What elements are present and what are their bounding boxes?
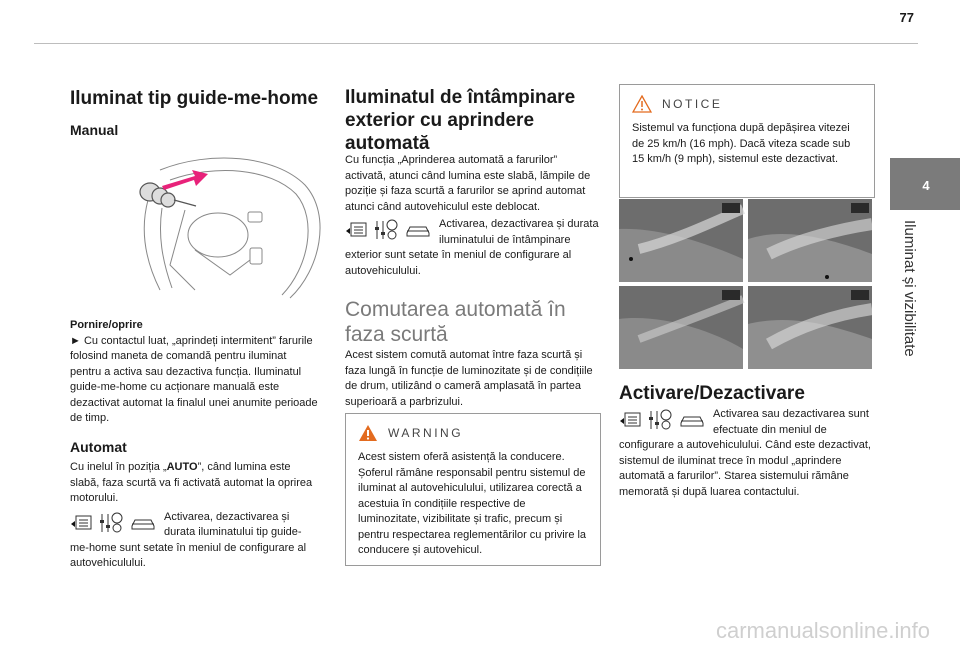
config-icons bbox=[619, 409, 705, 431]
screen-icon bbox=[619, 411, 641, 429]
auto-dip-text: Acest sistem comută automat între faza scurtă și faza lungă în funcție de luminozitate și de condițiile de drum, utilizând o cameră amplasată în partea superioară a parbrizului. bbox=[345, 349, 593, 408]
auto-icons-text: Activarea, dezactivarea și durata iluminatului tip guide-me-home sunt setate în meniul de configurare al autovehiculului. bbox=[70, 510, 307, 569]
screen-icon bbox=[70, 514, 92, 532]
warning-text: Acest sistem oferă asistență la conducere. Șoferul rămâne responsabil pentru sistemul de iluminat al autovehiculului, utilizarea corectă a acestuia în condițiile respective de luminozitate, vizibilitate și trafic, precum și pentru respectarea reglementărilor cu privire la conducere și autovehicul. bbox=[358, 451, 587, 556]
page-number: 77 bbox=[899, 10, 914, 25]
activation-title: Activare/Dezactivare bbox=[619, 383, 805, 404]
config-icons bbox=[345, 219, 431, 241]
beam-image-1 bbox=[619, 199, 743, 282]
warning-title: WARNING bbox=[388, 426, 464, 440]
header-divider bbox=[34, 43, 918, 44]
screen-icon bbox=[345, 221, 367, 239]
auto-text: Cu inelul în poziția „AUTO”, când lumina este slabă, faza scurtă va fi activată automat la oprirea motorului. bbox=[70, 461, 313, 504]
settings-sliders-icon bbox=[373, 219, 399, 241]
warning-icon bbox=[358, 424, 378, 442]
settings-sliders-icon bbox=[98, 512, 124, 534]
beam-image-4 bbox=[748, 286, 872, 369]
welcome-lighting-title: Iluminatul de întâmpinare exterior cu aprindere automată bbox=[345, 87, 576, 154]
beam-image-2 bbox=[748, 199, 872, 282]
notice-text: Sistemul va funcționa după depășirea vitezei de 25 km/h (16 mph). Dacă viteza scade sub 15 km/h (9 mph), sistemul este dezactivat. bbox=[632, 122, 851, 165]
car-icon bbox=[405, 222, 431, 238]
beam-image-3 bbox=[619, 286, 743, 369]
chapter-title: Iluminat și vizibilitate bbox=[901, 220, 918, 357]
guide-me-home-title: Iluminat tip guide-me-home bbox=[70, 88, 319, 109]
settings-sliders-icon bbox=[647, 409, 673, 431]
warning-box bbox=[345, 413, 601, 566]
car-icon bbox=[130, 515, 156, 531]
config-icons bbox=[70, 512, 156, 534]
watermark: carmanualsonline.info bbox=[715, 618, 930, 643]
notice-title: NOTICE bbox=[662, 97, 723, 111]
headlight-beam-illustrations bbox=[619, 199, 872, 369]
activation-text: Activarea sau dezactivarea sunt efectuate din meniul de configurare a autovehiculului. Când este dezactivat, sistemul de iluminat trece în modul „aprindere automată a farurilor”. Starea sistemului rămâne memorată și după luarea contactului. bbox=[619, 408, 871, 498]
beam-image-grid bbox=[619, 199, 872, 369]
welcome-lighting-text: Cu funcția „Aprinderea automată a farurilor” activată, atunci când lumina este slabă, lămpile de poziție și faza scurtă a farurilor se aprind automat atunci când autovehiculul este deblocat. bbox=[345, 154, 591, 213]
onoff-label: Pornire/oprire bbox=[70, 319, 143, 331]
chapter-number: 4 bbox=[922, 178, 930, 193]
notice-box bbox=[619, 84, 875, 198]
steering-stalk-illustration bbox=[100, 140, 330, 305]
auto-dip-title: Comutarea automată în faza scurtă bbox=[345, 298, 566, 346]
onoff-text: ► Cu contactul luat, „aprindeți intermitent” farurile folosind maneta de comandă pentru iluminat pentru a activa sau dezactiva funcția. Iluminatul guide-me-home cu acționare manuală este dezactivat automat la finalul unei anumite perioade de timp. bbox=[70, 334, 318, 424]
manual-heading: Manual bbox=[70, 122, 119, 138]
notice-icon bbox=[632, 95, 652, 113]
car-icon bbox=[679, 412, 705, 428]
welcome-icons-text: Activarea, dezactivarea și durata iluminatului de întâmpinare exterior sunt setate în meniul de configurare al autovehiculului. bbox=[345, 218, 599, 277]
auto-heading: Automat bbox=[70, 439, 127, 455]
